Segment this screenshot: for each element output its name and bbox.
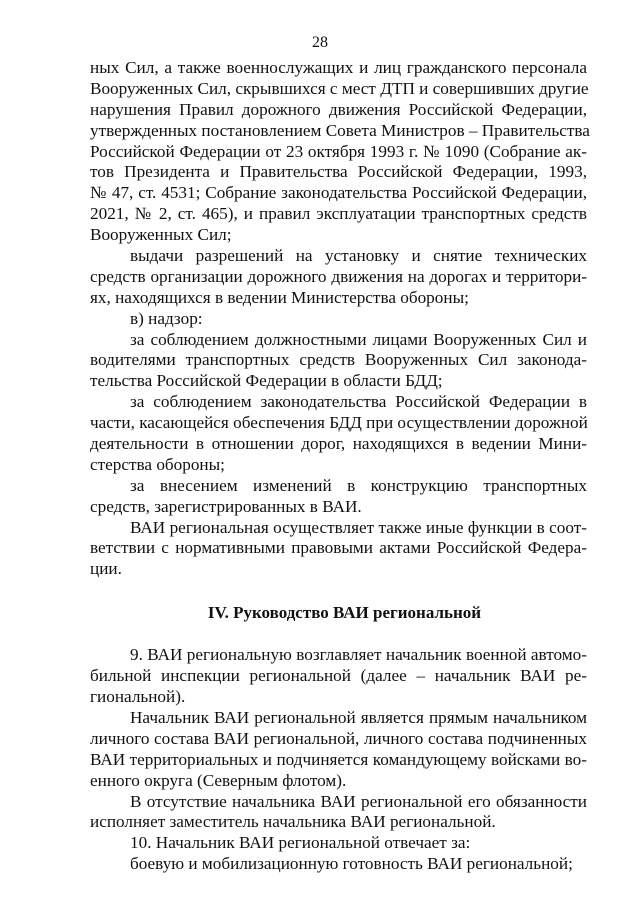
- text-line: 9. ВАИ региональную возглавляет начальник военной автомо-: [130, 645, 587, 665]
- text-line: енного округа (Северным флотом).: [90, 770, 347, 790]
- text-line: Вооруженных Сил;: [90, 225, 232, 245]
- text-line: водителями транспортных средств Вооруженных Сил законода-: [90, 350, 587, 370]
- text-line: 2021, № 2, ст. 465), и правил эксплуатации транспортных средств: [90, 204, 587, 224]
- text-line: ных Сил, а также военнослужащих и лиц гражданского персонала: [90, 58, 587, 77]
- text-line: за внесением изменений в конструкцию транспортных: [130, 475, 587, 495]
- text-line: нарушения Правил дорожного движения Российской Федерации,: [90, 99, 587, 119]
- text-line: № 47, ст. 4531; Собрание законодательства Российской Федерации,: [90, 183, 587, 203]
- text-line: средств организации дорожного движения на дорогах и территори-: [90, 266, 587, 286]
- text-line: гиональной).: [90, 687, 186, 707]
- text-line: выдачи разрешений на установку и снятие технических: [130, 246, 587, 266]
- text-line: ветствии с нормативными правовыми актами Российской Федера-: [90, 538, 587, 558]
- text-line: ВАИ региональная осуществляет также иные функции в соот-: [130, 517, 587, 537]
- text-line: Российской Федерации от 23 октября 1993 г. № 1090 (Собрание ак-: [90, 141, 587, 161]
- text-line: стерства обороны;: [90, 454, 225, 474]
- text-line: боевую и мобилизационную готовность ВАИ региональной;: [130, 854, 573, 874]
- text-line: исполняет заместитель начальника ВАИ региональной.: [90, 812, 496, 832]
- text-line: в) надзор:: [130, 308, 203, 328]
- text-line: за соблюдением должностными лицами Вооруженных Сил и: [130, 329, 587, 349]
- text-line: части, касающейся обеспечения БДД при осуществлении дорожной: [90, 413, 588, 433]
- text-line: ях, находящихся в ведении Министерства обороны;: [90, 287, 469, 307]
- text-line: Начальник ВАИ региональной является прямым начальником: [130, 707, 587, 727]
- body-text: [90, 58, 590, 875]
- text-line: средств, зарегистрированных в ВАИ.: [90, 496, 362, 516]
- text-line: за соблюдением законодательства Российской Федерации в: [130, 392, 587, 412]
- text-line: тельства Российской Федерации в области БДД;: [90, 371, 443, 391]
- text-line: ВАИ территориальных и подчиняется командующему войсками во-: [90, 749, 587, 769]
- text-line: ции.: [90, 559, 122, 579]
- page-number: 28: [312, 34, 328, 51]
- text-line: 10. Начальник ВАИ региональной отвечает за:: [130, 833, 471, 853]
- text-line: утвержденных постановлением Совета Министров – Правительства: [90, 120, 590, 140]
- text-line: бильной инспекции региональной (далее – начальник ВАИ ре-: [90, 666, 587, 686]
- text-line: личного состава ВАИ региональной, личного состава подчиненных: [90, 728, 587, 748]
- text-line: В отсутствие начальника ВАИ региональной его обязанности: [130, 791, 587, 811]
- text-line: деятельности в отношении дорог, находящихся в ведении Мини-: [90, 434, 587, 454]
- text-line: Вооруженных Сил, скрывшихся с мест ДТП и совершивших другие: [90, 78, 589, 98]
- section-heading: IV. Руководство ВАИ региональной: [207, 603, 482, 623]
- text-line: тов Президента и Правительства Российской Федерации, 1993,: [90, 162, 587, 182]
